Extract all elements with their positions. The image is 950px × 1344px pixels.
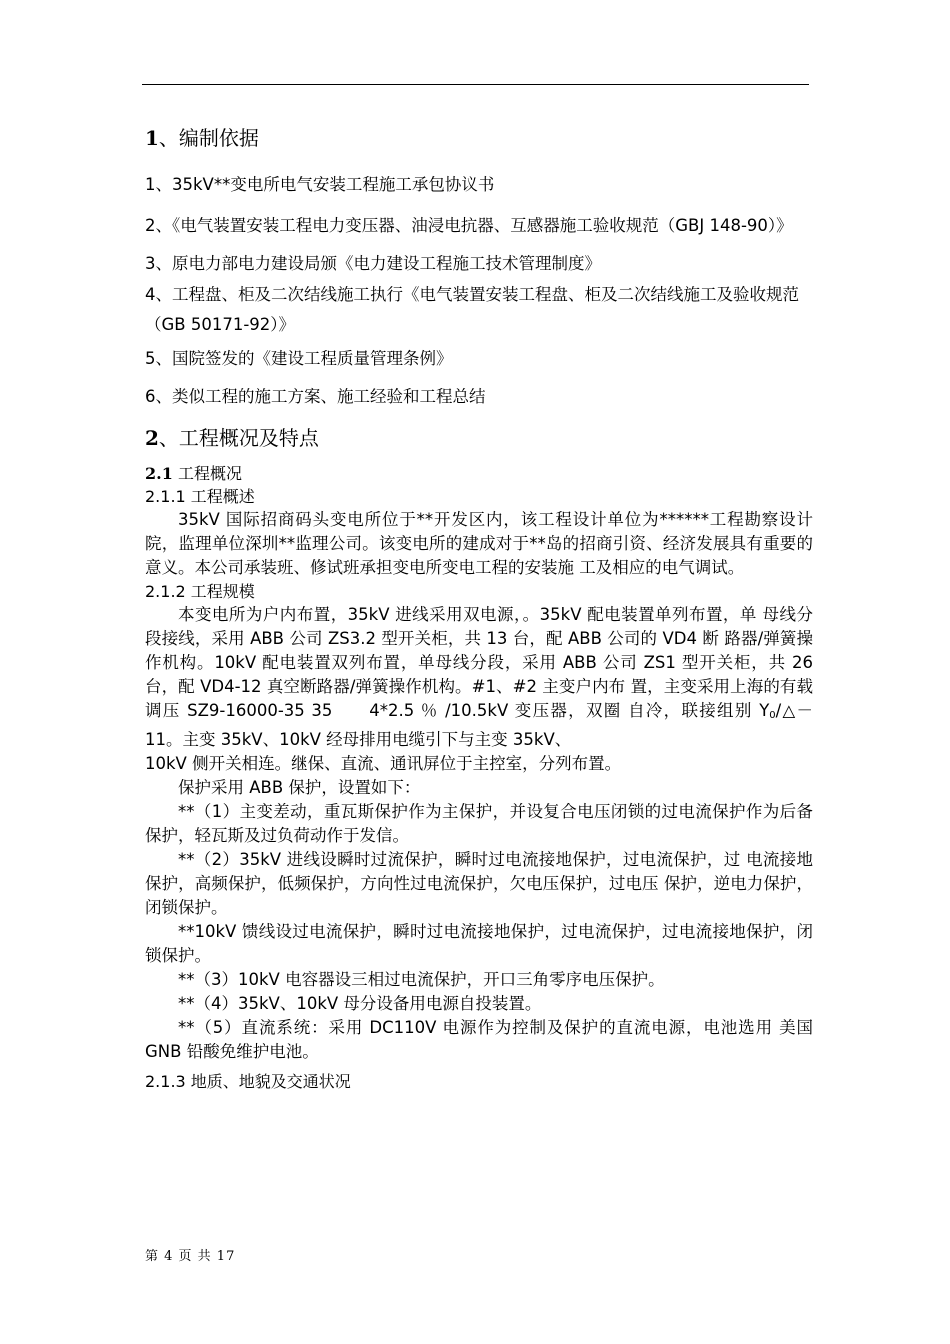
- subsection-2-1-title: 工程概况: [177, 464, 242, 483]
- section-2-number: 2: [145, 426, 159, 450]
- basis-item-4: 4、工程盘、柜及二次结线施工执行《电气装置安装工程盘、柜及二次结线施工及验收规范（GB 50171-92）》: [145, 285, 799, 334]
- protection-item-1: **（1）主变差动，重瓦斯保护作为主保护，并设复合电压闭锁的过电流保护作为后备保护，轻瓦斯及过负荷动作于发信。: [145, 802, 813, 845]
- scale-text-a: 本变电所为户内布置，35kV 进线采用双电源，。35kV 配电装置单列布置，单 母线分段接线，采用 ABB 公司 ZS3.2 型开关柜，共 13 台，配 ABB 公司的 VD4 断 路器/弹簧操作机构。10kV 配电装置双列布置，单母线分段，采用 ABB 公司 ZS1 型开关柜，共 26 台，配 VD4-12 真空断路器/弹簧操作机构。#1、#2 主变户内布 置，主变采用上海的有载调压 SZ9-16000-35 35 4*2.5 ％ /10.5kV 变压器，双圈 自冷，联接组别 Y: [145, 605, 813, 720]
- section-1-number: 1: [145, 126, 159, 150]
- basis-item-3: 3、原电力部电力建设局颁《电力建设工程施工技术管理制度》: [145, 254, 601, 273]
- subsection-2-1-1-heading: 2.1.1 工程概述: [145, 487, 255, 506]
- subsection-2-1-2-heading: 2.1.2 工程规模: [145, 582, 255, 601]
- scale-text-b: /△－11。主变 35kV、10kV 经母排用电缆引下与主变 35kV、: [145, 701, 813, 749]
- page-body: [145, 124, 813, 1093]
- section-2-title: 、工程概况及特点: [158, 426, 319, 450]
- section-1-heading: [145, 124, 813, 152]
- section-1-title: 、编制依据: [158, 126, 259, 150]
- subsection-2-1-number: 2.1: [145, 464, 173, 483]
- protection-intro: 保护采用 ABB 保护，设置如下：: [178, 778, 421, 797]
- scale-subscript: 0: [769, 710, 776, 721]
- protection-item-6: **（5）直流系统：采用 DC110V 电源作为控制及保护的直流电源，电池选用 美国 GNB 铅酸免维护电池。: [145, 1018, 813, 1061]
- protection-item-5: **（4）35kV、10kV 母分设备用电源自投装置。: [178, 994, 542, 1013]
- section-2-heading: [145, 424, 813, 452]
- scale-paragraph: [145, 603, 813, 752]
- scale-paragraph-continued: 10kV 侧开关相连。继保、直流、通讯屏位于主控室，分列布置。: [145, 754, 622, 773]
- basis-item-5: 5、国院签发的《建设工程质量管理条例》: [145, 349, 453, 368]
- protection-item-2: **（2）35kV 进线设瞬时过流保护，瞬时过电流接地保护，过电流保护，过 电流接地保护，高频保护，低频保护，方向性过电流保护，欠电压保护，过电压 保护，逆电力保护，闭锁保护。: [145, 850, 813, 917]
- subsection-2-1-3-heading: 2.1.3 地质、地貌及交通状况: [145, 1072, 351, 1091]
- basis-item-6: 6、类似工程的施工方案、施工经验和工程总结: [145, 387, 486, 406]
- subsection-2-1-heading: [145, 462, 813, 485]
- basis-item-2: 2、《电气装置安装工程电力变压器、油浸电抗器、互感器施工验收规范（GBJ 148-90）》: [145, 216, 793, 235]
- overview-paragraph: 35kV 国际招商码头变电所位于**开发区内，该工程设计单位为******工程勘察设计院，监理单位深圳**监理公司。该变电所的建成对于**岛的招商引资、经济发展具有重要的意义。本公司承装班、修试班承担变电所变电工程的安装施 工及相应的电气调试。: [145, 510, 813, 577]
- header-rule: [142, 84, 809, 85]
- protection-item-3: **10kV 馈线设过电流保护，瞬时过电流接地保护，过电流保护，过电流接地保护，闭锁保护。: [145, 922, 813, 965]
- page-footer: 第 4 页 共 17: [145, 1249, 236, 1264]
- protection-item-4: **（3）10kV 电容器设三相过电流保护，开口三角零序电压保护。: [178, 970, 665, 989]
- basis-item-1: 1、35kV**变电所电气安装工程施工承包协议书: [145, 175, 495, 194]
